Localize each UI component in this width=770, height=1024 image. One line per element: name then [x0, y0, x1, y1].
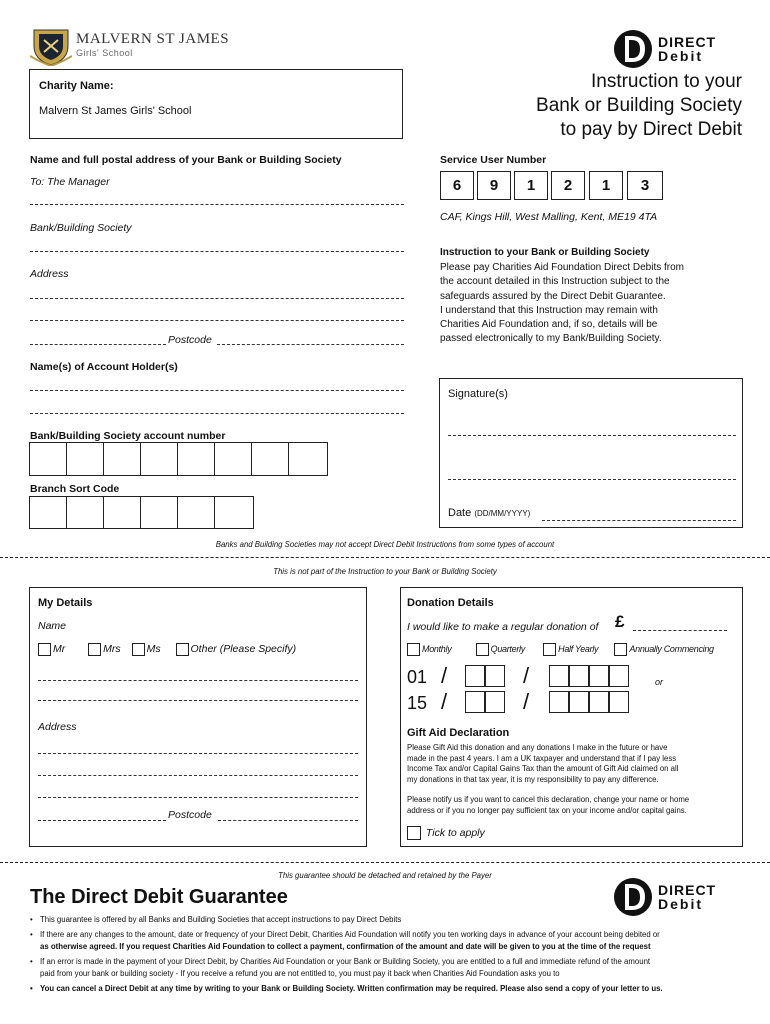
sort-digit-box[interactable]: [29, 496, 67, 529]
year-box[interactable]: [609, 691, 629, 713]
account-holder-line-1[interactable]: [30, 390, 404, 391]
account-digit-box[interactable]: [103, 442, 141, 476]
account-number-boxes[interactable]: [29, 442, 329, 476]
title-line-2: Bank or Building Society: [536, 95, 742, 116]
caf-address: CAF, Kings Hill, West Malling, Kent, ME19 4TA: [440, 211, 658, 223]
month-box[interactable]: [465, 665, 485, 687]
tick-to-apply-label: Tick to apply: [425, 826, 485, 839]
year-box[interactable]: [609, 665, 629, 687]
service-user-label: Service User Number: [440, 154, 547, 166]
guarantee-title: The Direct Debit Guarantee: [30, 886, 288, 908]
guarantee-bullet: • If there are any changes to the amount, date or frequency of your Direct Debit, Charities Aid Foundation will notify you ten working days in advance of your account being debited or: [30, 929, 760, 941]
gift-aid-line: my donations in that tax year, it is my responsibility to pay any difference.: [407, 774, 659, 784]
my-postcode-label: Postcode: [168, 809, 212, 821]
account-holders-label: Name(s) of Account Holder(s): [30, 361, 178, 373]
account-number-label: Bank/Building Society account number: [30, 430, 226, 442]
day-option-1[interactable]: 01: [407, 667, 428, 687]
account-digit-box[interactable]: [288, 442, 328, 476]
frequency-half-yearly[interactable]: [543, 644, 598, 654]
detach-note: This guarantee should be detached and retained by the Payer: [278, 871, 492, 880]
my-address-label: Address: [38, 721, 77, 733]
account-digit-box[interactable]: [251, 442, 289, 476]
title-options: [38, 643, 296, 656]
instruction-line: passed electronically to my Bank/Building Society.: [440, 333, 662, 345]
not-part-note: This is not part of the Instruction to your Bank or Building Society: [273, 567, 497, 576]
or-label: or: [655, 677, 664, 687]
mrs-checkbox[interactable]: [88, 643, 101, 656]
banks-note: Banks and Building Societies may not accept Direct Debit Instructions from some types of account: [215, 540, 555, 549]
my-postcode-line[interactable]: [218, 820, 358, 821]
gift-aid-line: Income Tax and/or Capital Gains Tax than the amount of Gift Aid claimed on all: [407, 764, 679, 773]
date-label: [448, 507, 530, 519]
direct-debit-icon: [612, 876, 656, 918]
my-name-label: Name: [38, 620, 67, 632]
currency-symbol: £: [615, 612, 625, 631]
account-digit-box[interactable]: [214, 442, 252, 476]
my-address-line-1[interactable]: [38, 753, 358, 754]
signature-label: Signature(s): [448, 388, 508, 400]
month-box[interactable]: [465, 691, 485, 713]
regular-donation-label: I would like to make a regular donation of: [407, 621, 599, 633]
signature-line-1[interactable]: [448, 435, 736, 436]
gift-aid-text-2: [407, 795, 741, 816]
my-details-heading: My Details: [38, 597, 93, 609]
direct-debit-logo: [612, 28, 740, 70]
title-ms-option[interactable]: [132, 643, 161, 655]
school-name: MALVERN ST JAMES: [76, 31, 230, 47]
gift-aid-cancel-line: Please notify us if you want to cancel this declaration, change your name or home: [407, 795, 690, 804]
month-box[interactable]: [485, 665, 505, 687]
school-logo: [30, 22, 230, 66]
month-box[interactable]: [485, 691, 505, 713]
sort-digit-box[interactable]: [177, 496, 215, 529]
instruction-heading: Instruction to your Bank or Building Society: [440, 247, 650, 258]
bank-postcode-line[interactable]: [217, 344, 404, 345]
cut-line-2: [0, 862, 770, 863]
charity-label: Charity Name:: [39, 80, 114, 92]
direct-debit-logo-subtext: Debit: [658, 896, 703, 912]
bank-address-label: Address: [30, 268, 69, 280]
bank-manager-line[interactable]: [30, 204, 404, 205]
year-box[interactable]: [549, 691, 569, 713]
gift-aid-text-1: [407, 743, 741, 785]
instruction-line: Charities Aid Foundation and, if so, details will be: [440, 319, 658, 331]
bank-postcode-label: Postcode: [168, 334, 212, 346]
year-box[interactable]: [589, 691, 609, 713]
sort-code-boxes[interactable]: [29, 496, 255, 529]
account-holder-line-2[interactable]: [30, 413, 404, 414]
gift-aid-tick[interactable]: [407, 826, 485, 840]
frequency-monthly[interactable]: [407, 644, 451, 654]
guarantee-bullet: • This guarantee is offered by all Banks and Building Societies that accept instructions to pay Direct Debits: [30, 914, 760, 926]
title-mrs-option[interactable]: [88, 643, 121, 655]
guarantee-bullet-cont: paid from your bank or building society - If you receive a refund you are not entitled to, you must pay it back when Charities Aid Foundation asks you to: [40, 969, 560, 978]
ms-checkbox[interactable]: [132, 643, 145, 656]
direct-debit-logo-guarantee: [612, 876, 740, 918]
school-subtitle: Girls' School: [76, 48, 133, 58]
mr-checkbox[interactable]: [38, 643, 51, 656]
half-yearly-checkbox[interactable]: [543, 643, 556, 656]
gift-aid-cancel-line: address or if you no longer pay sufficient tax on your income and/or capital gains.: [407, 805, 687, 815]
date-format: (DD/MM/YYYY): [474, 509, 531, 518]
day-option-2[interactable]: 15: [407, 693, 428, 713]
account-digit-box[interactable]: [140, 442, 178, 476]
quarterly-label: Quarterly: [490, 643, 525, 654]
instruction-line: the account detailed in this Instruction subject to the: [440, 276, 670, 288]
date-slash: /: [441, 663, 448, 688]
frequency-options: [407, 643, 714, 656]
bank-address-line-1[interactable]: [30, 298, 404, 299]
donation-amount-line[interactable]: [633, 630, 727, 631]
charity-box: [29, 69, 403, 139]
other-label: Other (Please Specify): [190, 643, 297, 656]
year-box[interactable]: [589, 665, 609, 687]
other-checkbox[interactable]: [176, 643, 189, 656]
signature-box: [439, 378, 743, 528]
bank-address-heading: Name and full postal address of your Bank or Building Society: [30, 154, 342, 166]
half-yearly-label: Half Yearly: [558, 643, 599, 654]
quarterly-checkbox[interactable]: [476, 643, 489, 656]
title-other-option[interactable]: [176, 643, 297, 655]
date-label-text: Date: [448, 507, 472, 519]
my-address-line-3[interactable]: [38, 797, 358, 798]
service-user-digit: 2: [551, 171, 585, 200]
direct-debit-logo-subtext: Debit: [658, 48, 703, 64]
guarantee-bullet: • You can cancel a Direct Debit at any time by writing to your Bank or Building Society. Written confirmation may be required. Please also send a copy of your letter to us.: [30, 983, 760, 995]
annually-checkbox[interactable]: [614, 643, 627, 656]
gift-aid-line: Please Gift Aid this donation and any donations I make in the future or have: [407, 743, 668, 752]
mr-label: Mr: [53, 643, 66, 656]
my-address-line-2[interactable]: [38, 775, 358, 776]
service-user-digit: 6: [440, 171, 474, 200]
sort-digit-box[interactable]: [214, 496, 254, 529]
gift-aid-checkbox[interactable]: [407, 826, 421, 840]
bank-name-line[interactable]: [30, 251, 404, 252]
date-slash: /: [441, 689, 448, 714]
page-title: [536, 70, 742, 142]
frequency-annually[interactable]: [614, 644, 713, 654]
my-details-box: [29, 587, 367, 847]
sort-digit-box[interactable]: [66, 496, 104, 529]
account-digit-box[interactable]: [66, 442, 104, 476]
account-digit-box[interactable]: [29, 442, 67, 476]
direct-debit-logo-text: DIRECT: [658, 34, 717, 50]
school-crest-icon: [30, 22, 72, 66]
date-slash: /: [523, 689, 530, 714]
direct-debit-icon: [612, 28, 656, 70]
monthly-checkbox[interactable]: [407, 643, 420, 656]
sort-code-label: Branch Sort Code: [30, 483, 120, 495]
my-address-line-4[interactable]: [38, 820, 166, 821]
annually-label: Annually Commencing: [629, 643, 714, 654]
to-manager-label: To: The Manager: [30, 176, 110, 188]
guarantee-bullet-cont: as otherwise agreed. If you request Charities Aid Foundation to collect a payment, confirmation of the amount and date will be given to you at the time of the request: [40, 942, 651, 951]
charity-name: Malvern St James Girls' School: [39, 105, 192, 117]
my-name-line-2[interactable]: [38, 700, 358, 701]
bank-address-line-2[interactable]: [30, 320, 404, 321]
guarantee-bullets: [30, 914, 760, 995]
service-user-digit: 1: [514, 171, 548, 200]
gift-aid-line: made in the past 4 years. I am a UK taxpayer and understand that if I pay less: [407, 753, 677, 763]
sort-digit-box[interactable]: [140, 496, 178, 529]
bank-address-line-3[interactable]: [30, 344, 166, 345]
service-user-digit: 3: [627, 171, 663, 200]
direct-debit-logo-text: DIRECT: [658, 882, 717, 898]
instruction-line: I understand that this Instruction may remain with: [440, 304, 658, 316]
title-line-3: to pay by Direct Debit: [560, 119, 742, 140]
cut-line-1: [0, 557, 770, 558]
bank-name-label: Bank/Building Society: [30, 222, 132, 234]
year-box[interactable]: [569, 691, 589, 713]
year-box[interactable]: [549, 665, 569, 687]
title-mr-option[interactable]: [38, 643, 65, 655]
instruction-text: [440, 261, 740, 347]
ms-label: Ms: [146, 643, 161, 656]
monthly-label: Monthly: [422, 643, 452, 654]
signature-line-2[interactable]: [448, 479, 736, 480]
donation-box: [400, 587, 743, 847]
my-name-line-1[interactable]: [38, 680, 358, 681]
title-line-1: Instruction to your: [590, 71, 742, 92]
gift-aid-heading: Gift Aid Declaration: [407, 727, 510, 739]
sort-digit-box[interactable]: [103, 496, 141, 529]
account-digit-box[interactable]: [177, 442, 215, 476]
guarantee-bullet: • If an error is made in the payment of your Direct Debit, by Charities Aid Foundation or your Bank or Building Society, you are entitled to a full and immediate refund of the amount: [30, 956, 760, 968]
instruction-line: safeguards assured by the Direct Debit Guarantee.: [440, 290, 666, 302]
year-box[interactable]: [569, 665, 589, 687]
service-user-digit: 1: [589, 171, 623, 200]
frequency-quarterly[interactable]: [476, 644, 525, 654]
mrs-label: Mrs: [103, 643, 121, 656]
service-user-digit: 9: [477, 171, 511, 200]
donation-heading: Donation Details: [407, 597, 494, 609]
date-line[interactable]: [542, 520, 736, 521]
date-slash: /: [523, 663, 530, 688]
instruction-line: Please pay Charities Aid Foundation Direct Debits from: [440, 262, 685, 273]
